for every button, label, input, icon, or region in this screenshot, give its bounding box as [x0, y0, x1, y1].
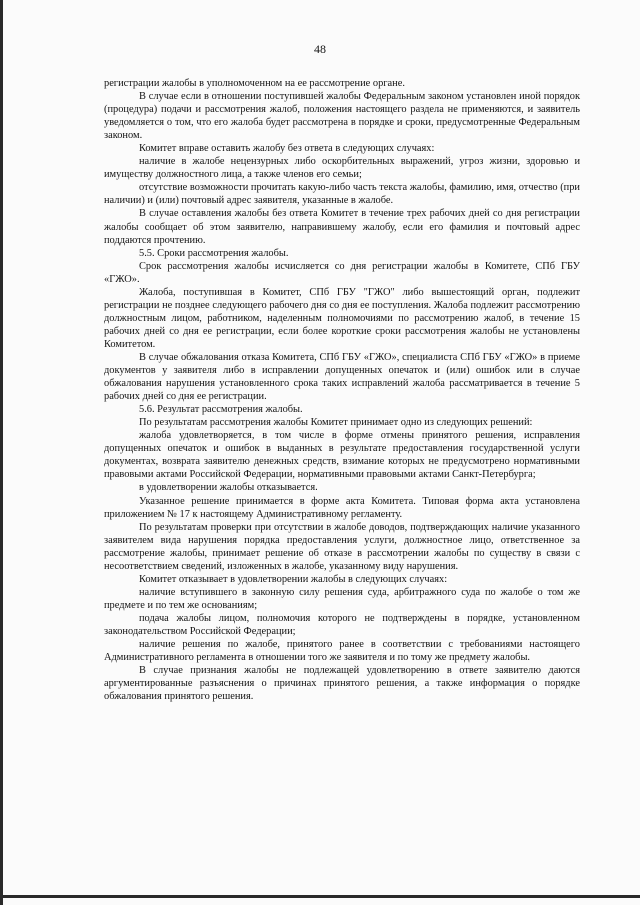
section-heading: 5.6. Результат рассмотрения жалобы. — [139, 404, 303, 416]
paragraph: По результатам рассмотрения жалобы Комитет принимает одно из следующих решений: — [139, 417, 533, 429]
paragraph: По результатам проверки при отсутствии в жалобе доводов, подтверждающих наличие указанного заявителем вида нарушения порядка предоставления услуги, должностное лицо, ответственное за рассмотрение жалобы, принимает решение об отказе в рассмотрении жалобы по существу в связи с несоответствием сведений, изложенных в жалобе, указанному виду нарушения. — [104, 521, 580, 572]
section-heading: 5.5. Сроки рассмотрения жалобы. — [139, 247, 289, 259]
paragraph: наличие решения по жалобе, принятого ранее в соответствии с требованиями настоящего Административного регламента в отношении того же заявителя и по тому же предмету жалобы. — [104, 639, 580, 664]
paragraph: подача жалобы лицом, полномочия которого не подтверждены в порядке, установленном законодательством Российской Федерации; — [104, 612, 580, 637]
paragraph: жалоба удовлетворяется, в том числе в форме отмены принятого решения, исправления допущенных опечаток и ошибок в выданных в результате предоставления государственной услуги документах, возврата заявителю денежных средств, взимание которых не предусмотрено нормативными правовыми актами Российской Федерации, нормативными правовыми актами Санкт-Петербурга; — [104, 430, 580, 481]
paragraph: Комитет отказывает в удовлетворении жалобы в следующих случаях: — [139, 573, 448, 585]
paragraph: В случае оставления жалобы без ответа Комитет в течение трех рабочих дней со дня регистрации жалобы сообщает об этом заявителю, направившему жалобу, если его фамилия и почтовый адрес поддаются прочтению. — [104, 208, 580, 246]
paragraph: в удовлетворении жалобы отказывается. — [139, 482, 318, 494]
paragraph: регистрации жалобы в уполномоченном на ее рассмотрение органе. — [104, 78, 405, 89]
paragraph: наличие в жалобе нецензурных либо оскорбительных выражений, угроз жизни, здоровью и имуществу должностного лица, а также членов его семьи; — [104, 156, 580, 181]
paragraph: Срок рассмотрения жалобы исчисляется со дня регистрации жалобы в Комитете, СПб ГБУ «ГЖО». — [104, 260, 580, 285]
scan-edge-bottom — [0, 895, 640, 898]
page-number: 48 — [314, 42, 326, 56]
paragraph: Жалоба, поступившая в Комитет, СПб ГБУ "ГЖО" либо вышестоящий орган, подлежит регистрации не позднее следующего рабочего дня со дня ее поступления. Жалоба подлежит рассмотрению должностным лицом, работником, наделенным полномочиями по рассмотрению жалоб, в течение 15 рабочих дней со дня ее регистрации, если более короткие сроки рассмотрения жалобы не установлены Комитетом. — [104, 286, 580, 350]
paragraph: В случае если в отношении поступившей жалобы Федеральным законом установлен иной порядок (процедура) подачи и рассмотрения жалоб, положения настоящего раздела не применяются, и заявитель уведомляется о том, что его жалоба будет рассмотрена в порядке и сроки, предусмотренные Федеральным законом. — [104, 91, 580, 142]
paragraph: Указанное решение принимается в форме акта Комитета. Типовая форма акта установлена приложением № 17 к настоящему Административному регламенту. — [104, 495, 580, 520]
paragraph: Комитет вправе оставить жалобу без ответа в следующих случаях: — [139, 143, 435, 155]
scan-edge-left — [0, 0, 3, 905]
paragraph: наличие вступившего в законную силу решения суда, арбитражного суда по жалобе о том же предмете и по тем же основаниям; — [104, 586, 580, 611]
paragraph: В случае признания жалобы не подлежащей удовлетворению в ответе заявителю даются аргументированные разъяснения о причинах принятого решения, а также информация о порядке обжалования принятого решения. — [104, 665, 580, 703]
body-text — [104, 77, 580, 703]
paragraph: В случае обжалования отказа Комитета, СПб ГБУ «ГЖО», специалиста СПб ГБУ «ГЖО» в приеме документов у заявителя либо в исправлении допущенных опечаток и (или) ошибок или в случае обжалования нарушения установленного срока таких исправлений жалоба рассматривается в течение 5 рабочих дней со дня ее регистрации. — [104, 351, 580, 403]
paragraph: отсутствие возможности прочитать какую-либо часть текста жалобы, фамилию, имя, отчество (при наличии) и (или) почтовый адрес заявителя, указанные в жалобе. — [104, 182, 580, 207]
